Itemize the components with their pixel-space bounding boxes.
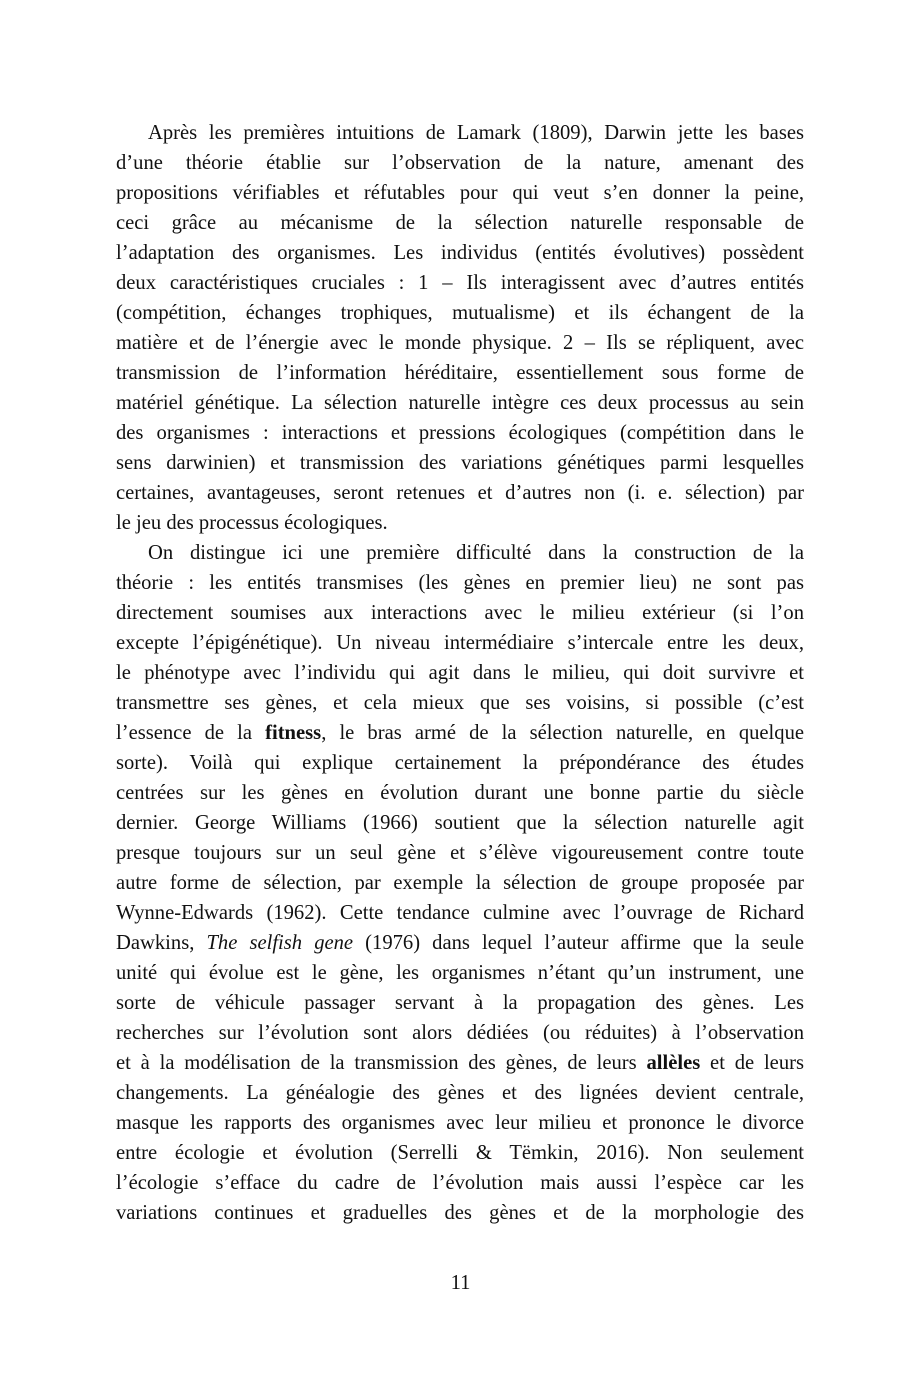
text-run: centrées sur les gènes en évolution durant une bonne partie du siècle [116, 782, 804, 804]
paragraph [116, 538, 804, 1228]
text-line [116, 208, 804, 238]
text-run: Wynne-Edwards (1962). Cette tendance culmine avec l’ouvrage de Richard [116, 902, 804, 924]
text-line [116, 658, 804, 688]
text-run: ceci grâce au mécanisme de la sélection naturelle responsable de [116, 212, 804, 234]
text-run: deux caractéristiques cruciales : 1 – Ils interagissent avec d’autres entités [116, 272, 804, 294]
text-run: théorie : les entités transmises (les gènes en premier lieu) ne sont pas [116, 572, 804, 594]
text-line [116, 148, 804, 178]
text-line [116, 268, 804, 298]
text-run: variations continues et graduelles des gènes et de la morphologie des [116, 1202, 804, 1224]
text-run: sorte de véhicule passager servant à la propagation des gènes. Les [116, 992, 804, 1014]
text-run: sorte). Voilà qui explique certainement la prépondérance des études [116, 752, 804, 774]
text-line [116, 1198, 804, 1228]
text-run: excepte l’épigénétique). Un niveau intermédiaire s’intercale entre les deux, [116, 632, 804, 654]
text-run: l’adaptation des organismes. Les individus (entités évolutives) possèdent [116, 242, 804, 264]
italic-title: The selfish gene [206, 932, 354, 954]
text-run: (compétition, échanges trophiques, mutualisme) et ils échangent de la [116, 302, 804, 324]
text-line [116, 448, 804, 478]
text-line [116, 718, 804, 748]
text-run: presque toujours sur un seul gène et s’élève vigoureusement contre toute [116, 842, 804, 864]
text-run: recherches sur l’évolution sont alors dédiées (ou réduites) à l’observation [116, 1022, 804, 1044]
text-line [116, 748, 804, 778]
text-run: et à la modélisation de la transmission des gènes, de leurs [116, 1052, 647, 1074]
page-number: 11 [450, 1272, 471, 1294]
text-run: masque les rapports des organismes avec leur milieu et prononce le divorce [116, 1112, 804, 1134]
text-line [116, 808, 804, 838]
bold-term: fitness [265, 722, 322, 744]
bold-term: allèles [646, 1052, 701, 1074]
text-line [116, 928, 804, 958]
text-run: On distingue ici une première difficulté dans la construction de la [148, 542, 804, 564]
text-line [116, 568, 804, 598]
text-run: l’essence de la [116, 722, 266, 744]
text-run: Dawkins, [116, 932, 207, 954]
text-line [116, 508, 804, 538]
text-line [116, 478, 804, 508]
text-line [116, 688, 804, 718]
text-line [116, 358, 804, 388]
text-line [116, 118, 804, 148]
text-line [116, 598, 804, 628]
text-run: certaines, avantageuses, seront retenues et d’autres non (i. e. sélection) par [116, 482, 804, 504]
text-run: (1976) dans lequel l’auteur affirme que la seule [353, 932, 804, 954]
text-run: des organismes : interactions et pressions écologiques (compétition dans le [116, 422, 804, 444]
text-run: transmission de l’information héréditaire, essentiellement sous forme de [116, 362, 804, 384]
text-run: directement soumises aux interactions avec le milieu extérieur (si l’on [116, 602, 804, 624]
body-text [116, 118, 804, 1228]
text-run: l’écologie s’efface du cadre de l’évolution mais aussi l’espèce car les [116, 1172, 804, 1194]
text-line [116, 538, 804, 568]
text-run: matière et de l’énergie avec le monde physique. 2 – Ils se répliquent, avec [116, 332, 804, 354]
text-line [116, 1018, 804, 1048]
text-run: sens darwinien) et transmission des variations génétiques parmi lesquelles [116, 452, 804, 474]
text-run: propositions vérifiables et réfutables pour qui veut s’en donner la peine, [116, 182, 804, 204]
text-line [116, 958, 804, 988]
text-run: , le bras armé de la sélection naturelle, en quelque [321, 722, 805, 744]
text-line [116, 1138, 804, 1168]
text-line [116, 1108, 804, 1138]
text-line [116, 238, 804, 268]
paragraph [116, 118, 804, 538]
text-line [116, 838, 804, 868]
text-line [116, 328, 804, 358]
text-run: le jeu des processus écologiques. [116, 512, 388, 534]
text-line [116, 898, 804, 928]
text-line [116, 988, 804, 1018]
text-run: matériel génétique. La sélection naturelle intègre ces deux processus au sein [116, 392, 804, 414]
text-line [116, 868, 804, 898]
text-run: changements. La généalogie des gènes et des lignées devient centrale, [116, 1082, 804, 1104]
text-line [116, 418, 804, 448]
text-line [116, 1048, 804, 1078]
text-line [116, 1078, 804, 1108]
text-run: dernier. George Williams (1966) soutient que la sélection naturelle agit [116, 812, 804, 834]
text-line [116, 628, 804, 658]
text-line [116, 388, 804, 418]
text-run: autre forme de sélection, par exemple la sélection de groupe proposée par [116, 872, 804, 894]
text-run: entre écologie et évolution (Serrelli & Tëmkin, 2016). Non seulement [116, 1142, 804, 1164]
text-line [116, 298, 804, 328]
text-run: Après les premières intuitions de Lamark (1809), Darwin jette les bases [148, 122, 804, 144]
text-line [116, 778, 804, 808]
text-run: unité qui évolue est le gène, les organismes n’étant qu’un instrument, une [116, 962, 804, 984]
text-line [116, 178, 804, 208]
text-run: transmettre ses gènes, et cela mieux que ses voisins, si possible (c’est [116, 692, 804, 714]
text-run: d’une théorie établie sur l’observation de la nature, amenant des [116, 152, 804, 174]
text-line [116, 1168, 804, 1198]
text-run: et de leurs [700, 1052, 804, 1074]
text-run: le phénotype avec l’individu qui agit dans le milieu, qui doit survivre et [116, 662, 804, 684]
